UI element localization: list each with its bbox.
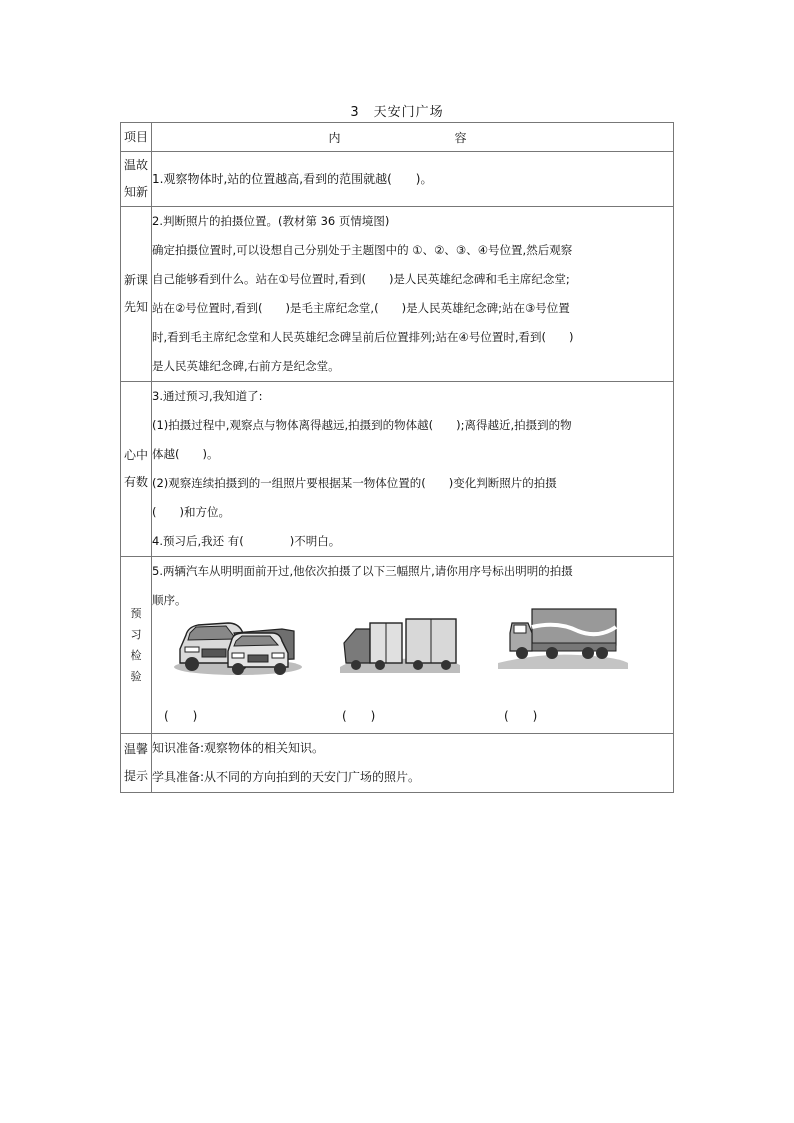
text-line: 时,看到毛主席纪念堂和人民英雄纪念碑呈前后位置排列;站在④号位置时,看到( ) bbox=[152, 330, 574, 344]
question-2: 2.判断照片的拍摄位置。(教材第 36 页情境图) bbox=[152, 214, 390, 228]
row-review bbox=[121, 152, 674, 207]
row-understanding bbox=[121, 382, 674, 557]
question-3: 3.通过预习,我知道了: bbox=[152, 389, 263, 403]
text-line: (1)拍摄过程中,观察点与物体离得越远,拍摄到的物体越( );离得越近,拍摄到的物 bbox=[152, 418, 572, 432]
text-line: 确定拍摄位置时,可以设想自己分别处于主题图中的 ①、②、③、④号位置,然后观察 bbox=[152, 243, 573, 257]
photo-strip bbox=[152, 615, 673, 733]
text-line: (2)观察连续拍摄到的一组照片要根据某一物体位置的( )变化判断照片的拍摄 bbox=[152, 476, 557, 490]
question-5: 5.两辆汽车从明明面前开过,他依次拍摄了以下三幅照片,请你用序号标出明明的拍摄 bbox=[152, 564, 573, 578]
row-new-lesson-content bbox=[152, 207, 674, 382]
row-preview-check-label: 预 习 检 验 bbox=[121, 557, 152, 734]
row-new-lesson bbox=[121, 207, 674, 382]
text-line: 是人民英雄纪念碑,右前方是纪念堂。 bbox=[152, 359, 340, 373]
question-1: 1.观察物体时,站的位置越高,看到的范围就越( )。 bbox=[152, 171, 433, 186]
row-preview-check-content bbox=[152, 557, 674, 734]
text-line: ( )和方位。 bbox=[152, 505, 230, 519]
row-review-content bbox=[152, 152, 674, 207]
tip-knowledge: 知识准备:观察物体的相关知识。 bbox=[152, 741, 325, 755]
tip-materials: 学具准备:从不同的方向拍到的天安门广场的照片。 bbox=[152, 770, 421, 784]
page-title: 3 天安门广场 bbox=[350, 105, 444, 120]
row-new-lesson-label: 新课 先知 bbox=[121, 207, 152, 382]
text-line: 顺序。 bbox=[152, 593, 187, 607]
question-4: 4.预习后,我还 有( )不明白。 bbox=[152, 534, 341, 548]
truck-front-view-icon bbox=[172, 609, 304, 677]
row-tips-label: 温馨 提示 bbox=[121, 734, 152, 793]
row-understanding-content bbox=[152, 382, 674, 557]
truck-side-view-icon bbox=[498, 603, 628, 671]
answer-blank-3[interactable]: ( ) bbox=[504, 709, 538, 723]
table-header-row bbox=[121, 123, 674, 152]
text-line: 自己能够看到什么。站在①号位置时,看到( )是人民英雄纪念碑和毛主席纪念堂; bbox=[152, 272, 570, 286]
row-tips-content bbox=[152, 734, 674, 793]
row-understanding-label: 心中 有数 bbox=[121, 382, 152, 557]
truck-rear-view-icon bbox=[336, 607, 464, 675]
answer-blank-1[interactable]: ( ) bbox=[164, 709, 198, 723]
answer-blank-2[interactable]: ( ) bbox=[342, 709, 376, 723]
worksheet-table bbox=[120, 122, 674, 793]
header-project: 项目 bbox=[121, 123, 152, 152]
header-content: 内 容 bbox=[152, 123, 674, 152]
text-line: 站在②号位置时,看到( )是毛主席纪念堂,( )是人民英雄纪念碑;站在③号位置 bbox=[152, 301, 570, 315]
text-line: 体越( )。 bbox=[152, 447, 219, 461]
row-preview-check bbox=[121, 557, 674, 734]
row-review-label: 温故 知新 bbox=[121, 152, 152, 207]
row-tips bbox=[121, 734, 674, 793]
